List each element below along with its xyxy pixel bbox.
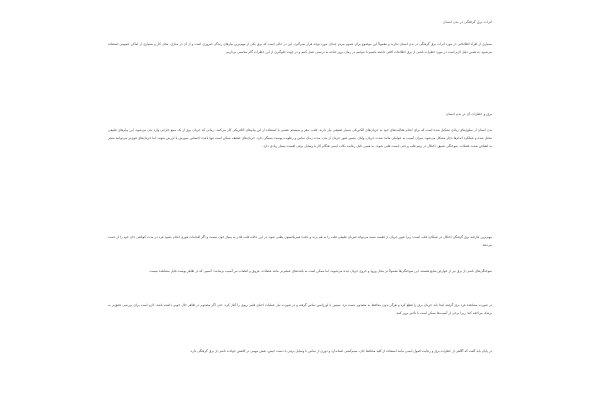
document-title: اثرات برق گرفتگی در بدن انسان <box>442 20 492 24</box>
body-paragraph-1: بدن انسان از سلول‌های زیادی تشکیل شده است که برای انجام فعالیت‌های خود به جریان‌های الکتریکی بسیار ضعیفی نیاز دارند. قلب، مغز و سیستم عصبی با استفاده از این پیام‌های الکتریکی کار می‌کنند. زمانی که جریان برق از یک منبع خارجی وارد بدن می‌شود، این پیام‌های طبیعی مختل شده و عملکرد اندام‌ها دچار مشکل می‌شود. میزان آسیب به عواملی مانند شدت جریان، ولتاژ، مسیر عبور جریان از بدن، مدت زمان تماس و رطوبت پوست بستگی دارد. جریان‌های ضعیف ممکن است تنها باعث احساس سوزش یا لرزش شوند، اما جریان‌های قوی‌تر می‌توانند منجر به انقباض شدید عضلات، سوختگی عمیق، اختلال در ریتم قلب و حتی ایست قلبی شوند. به همین دلیل رعایت نکات ایمنی هنگام کار با وسایل برقی اهمیت بسیار زیادی دارد. <box>108 128 492 148</box>
body-paragraph-2: مهم‌ترین عارضه برق گرفتگی اختلال در عملکرد قلب است؛ زیرا عبور جریان از قفسه سینه می‌تواند ضربان طبیعی قلب را به هم بزند و باعث فیبریلاسیون بطنی شود. در این حالت قلب قادر به پمپاژ خون نیست و اگر اقدامات فوری انجام نشود فرد در مدت کوتاهی جان خود را از دست می‌دهد. <box>108 235 492 247</box>
body-paragraph-4: در صورت مشاهده فرد برق گرفته ابتدا باید جریان برق را قطع کرد و هرگز بدون محافظ به مصدوم دست نزد. سپس با اورژانس تماس گرفته و در صورت نیاز عملیات احیای قلبی ریوی را آغاز کرد. حتی اگر مصدوم در ظاهر حال خوبی داشته باشد، لازم است برای بررسی دقیق‌تر به پزشک مراجعه کند؛ زیرا برخی از آسیب‌ها ممکن است با تأخیر بروز کنند. <box>108 303 492 315</box>
section-heading: برق و خطرات آن در بدن انسان <box>445 112 492 116</box>
body-paragraph-3: سوختگی‌های ناشی از برق نیز از عوارض شایع هستند. این سوختگی‌ها معمولاً در محل ورود و خروج جریان دیده می‌شوند، اما ممکن است به بافت‌های عمقی‌تر مانند عضلات، عروق و اعصاب نیز آسیب برسانند؛ آسیبی که در ظاهر پوست قابل مشاهده نیست. <box>148 269 492 273</box>
body-paragraph-5: در پایان باید گفت که آگاهی از خطرات برق و رعایت اصول ایمنی مانند استفاده از کلید محافظ جان، سیم‌کشی استاندارد و دوری از تماس با وسایل برقی با دست خیس، نقش مهمی در کاهش حوادث ناشی از برق گرفتگی دارد. <box>189 349 492 353</box>
intro-paragraph: بسیاری از افراد اطلاعاتی در مورد اثرات برق گرفتگی در بدن انسان ندارند و معمولاً این موضوع برای عموم مردم چندان مورد توجه قرار نمی‌گیرد. این در حالی است که برق یکی از مهم‌ترین نیازهای زندگی امروزی است و از آن در منازل، محل کار و بسیاری از اماکن عمومی استفاده می‌شود. به همین دلیل لازم است در مورد خطرات ناشی از برق اطلاعات کافی داشته باشیم تا بتوانیم در زمان بروز حادثه به درستی عمل کنیم و در جهت جلوگیری از این خطرات گام مناسبی برداریم. <box>108 42 492 54</box>
